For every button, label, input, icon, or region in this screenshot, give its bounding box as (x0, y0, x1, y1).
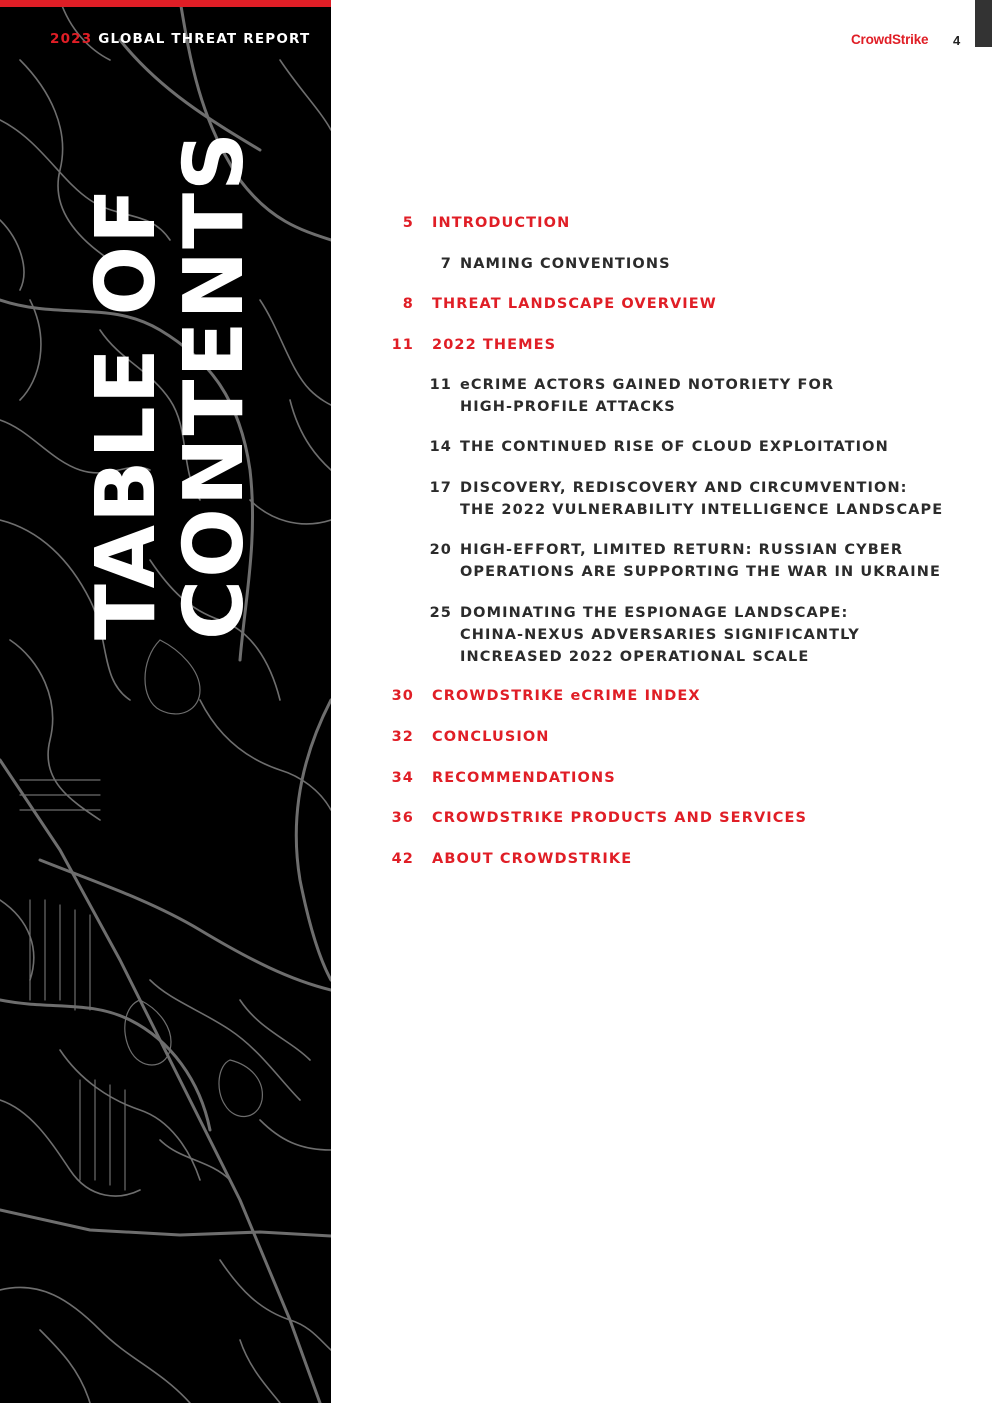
toc-page-number: 25 (429, 605, 452, 621)
corner-tab (975, 0, 992, 47)
toc-entry-label: HIGH-PROFILE ATTACKS (460, 399, 676, 415)
toc-entry-label: eCRIME ACTORS GAINED NOTORIETY FOR (460, 377, 835, 393)
toc-entry-label: DISCOVERY, REDISCOVERY AND CIRCUMVENTION: (460, 480, 908, 496)
toc-sub-entry[interactable] (0, 374, 992, 418)
toc-entry-label: CROWDSTRIKE eCRIME INDEX (432, 688, 701, 704)
toc-page-number: 11 (391, 337, 414, 353)
toc-main-entry[interactable] (0, 212, 992, 234)
toc-entry-label: RECOMMENDATIONS (432, 770, 616, 786)
toc-main-entry[interactable] (0, 807, 992, 829)
toc-page-number: 36 (391, 810, 414, 826)
toc-entry-label: INCREASED 2022 OPERATIONAL SCALE (460, 649, 810, 665)
toc-page-number: 32 (391, 729, 414, 745)
toc-page-number: 14 (429, 439, 452, 455)
toc-main-entry[interactable] (0, 726, 992, 748)
toc-page-number: 17 (429, 480, 452, 496)
toc-entry-label: THE CONTINUED RISE OF CLOUD EXPLOITATION (460, 439, 889, 455)
toc-page-number: 30 (391, 688, 414, 704)
toc-page-number: 20 (429, 542, 452, 558)
report-year: 2023 (50, 31, 93, 47)
toc-sub-entry[interactable] (0, 436, 992, 458)
toc-entry-label: INTRODUCTION (432, 215, 571, 231)
toc-main-entry[interactable] (0, 767, 992, 789)
toc-main-entry[interactable] (0, 293, 992, 315)
toc-heading-line2: CONTENTS (167, 129, 262, 640)
toc-entry-label: NAMING CONVENTIONS (460, 256, 671, 272)
toc-entry-label: THREAT LANDSCAPE OVERVIEW (432, 296, 717, 312)
toc-page-number: 11 (429, 377, 452, 393)
toc-entry-label: CROWDSTRIKE PRODUCTS AND SERVICES (432, 810, 808, 826)
report-title (50, 31, 310, 47)
toc-entry-label: CONCLUSION (432, 729, 550, 745)
toc-sub-entry[interactable] (0, 477, 992, 521)
toc-page-number: 34 (391, 770, 414, 786)
toc-entry-label: DOMINATING THE ESPIONAGE LANDSCAPE: (460, 605, 849, 621)
toc-entry-label: THE 2022 VULNERABILITY INTELLIGENCE LANDSCAPE (460, 502, 944, 518)
toc-main-entry[interactable] (0, 848, 992, 870)
toc-page-number: 7 (440, 256, 452, 272)
toc-sub-entry[interactable] (0, 539, 992, 583)
top-accent-bar (0, 0, 331, 7)
brand-logo: CrowdStrike (851, 32, 929, 47)
page-number: 4 (953, 33, 961, 48)
toc-sub-entry[interactable] (0, 253, 992, 275)
toc-page-number: 42 (391, 851, 414, 867)
report-title-text: GLOBAL THREAT REPORT (98, 31, 311, 47)
toc-page-number: 5 (402, 215, 414, 231)
toc-main-entry[interactable] (0, 685, 992, 707)
toc-heading-line1: TABLE OF (79, 185, 174, 640)
toc-main-entry[interactable] (0, 334, 992, 356)
toc-sub-entry[interactable] (0, 602, 992, 668)
toc-page-number: 8 (402, 296, 414, 312)
toc-entry-label: OPERATIONS ARE SUPPORTING THE WAR IN UKRAINE (460, 564, 941, 580)
toc-entry-label: CHINA-NEXUS ADVERSARIES SIGNIFICANTLY (460, 627, 860, 643)
toc-entry-label: ABOUT CROWDSTRIKE (432, 851, 633, 867)
toc-entry-label: 2022 THEMES (432, 337, 557, 353)
toc-entry-label: HIGH-EFFORT, LIMITED RETURN: RUSSIAN CYBER (460, 542, 904, 558)
